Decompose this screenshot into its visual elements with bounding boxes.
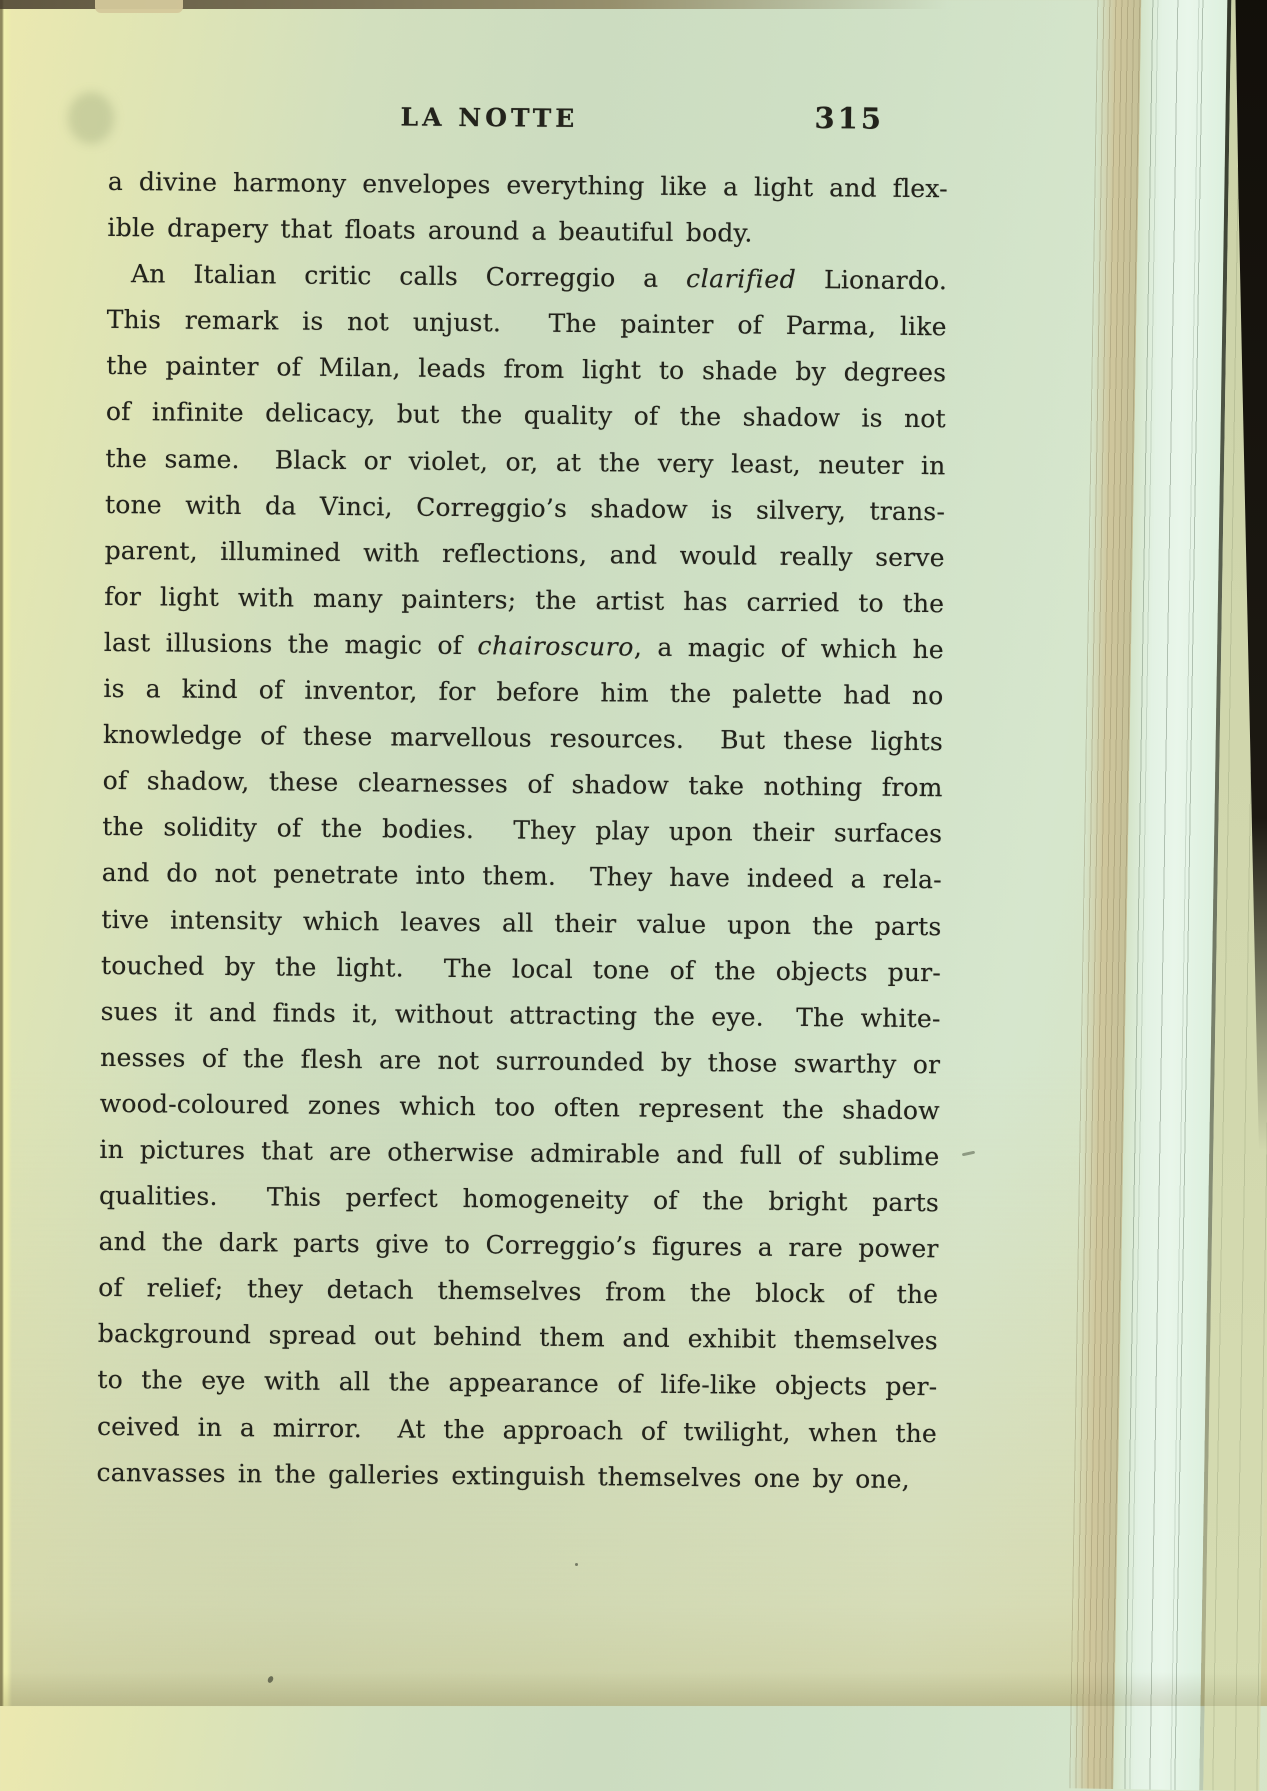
italic-word: chairoscuro [477,631,635,662]
text-line: last illusions the magic of chairoscuro, a magic of which he [103,627,944,665]
text-line: sues it and finds it, without attracting the eye. The white- [100,996,941,1033]
text-line: of relief; they detach themselves from the block of the [98,1273,939,1310]
running-header: LA NOTTE [400,102,579,133]
text-line: of infinite delicacy, but the quality of the shadow is not [105,397,946,434]
text-line: the solidity of the bodies. They play upon their surfaces [102,812,943,849]
text-line: An Italian critic calls Correggio a clarified Lionardo. [130,259,948,296]
text-line: the painter of Milan, leads from light to shade by degrees [106,351,947,388]
text-line: qualities. This perfect homogeneity of the bright parts [98,1180,940,1218]
text-line: in pictures that are otherwise admirable and full of sublime [99,1134,940,1172]
text-line: ible drapery that floats around a beautiful body. [107,212,753,248]
text-line: for light with many painters; the artist has carried to the [104,581,945,619]
text-line: ceived in a mirror. At the approach of twilight, when the [96,1411,938,1448]
text-line: a divine harmony envelopes everything like a light and flex- [107,166,948,204]
text-line: background spread out behind them and exhibit themselves [97,1319,938,1356]
text-line: wood-coloured zones which too often represent the shadow [99,1088,940,1126]
text-line: to the eye with all the appearance of life-like objects per- [97,1365,938,1402]
text-line: canvasses in the galleries extinguish themselves one by one, [96,1457,910,1494]
text-block [96,159,948,1503]
text-line: touched by the light. The local tone of the objects pur- [100,950,942,987]
text-line: is a kind of inventor, for before him the palette had no [103,673,944,711]
text-line: tive intensity which leaves all their value upon the parts [101,904,942,941]
text-line: and the dark parts give to Correggio’s figures a rare power [98,1227,939,1264]
text-line: nesses of the flesh are not surrounded by those swarthy or [100,1042,941,1079]
text-line: of shadow, these clearnesses of shadow take nothing from [102,766,943,803]
page-number: 315 [814,101,885,136]
text-line: the same. Black or violet, or, at the very least, neuter in [105,443,946,480]
italic-word: clarified [685,264,797,295]
text-line: and do not penetrate into them. They have indeed a rela- [101,858,942,895]
text-line: This remark is not unjust. The painter of Parma, like [106,305,947,342]
text-line: tone with da Vinci, Correggio’s shadow is silvery, trans- [104,489,946,526]
text-line: knowledge of these marvellous resources. But these lights [102,719,944,757]
text-line: parent, illumined with reflections, and would really serve [104,535,945,572]
